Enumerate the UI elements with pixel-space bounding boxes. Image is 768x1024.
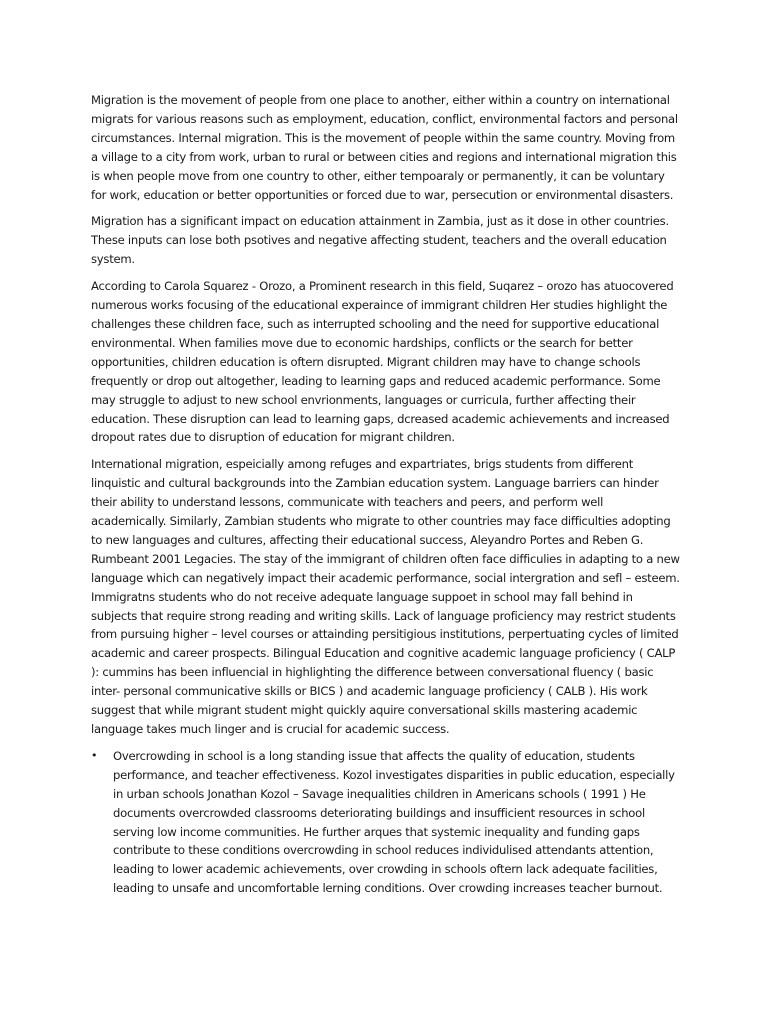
paragraph-suarez-orozco: According to Carola Squarez - Orozo, a Prominent research in this field, Suqarez – orozo has atuocovered numerous works focusing of the educational experaince of immigrant children Her studies highlight the challenges these children face, such as interrupted schooling and the need for supportive educational environmental. When families move due to economic hardships, conflicts or the search for better opportunities, children education is oftern disrupted. Migrant children may have to change schools frequently or drop out altogether, leading to learning gaps and reduced academic performance. Some may struggle to adjust to new school envrionments, languages or curricula, further affecting their education. These disruption can lead to learning gaps, dcreased academic achievements and increased dropout rates due to disruption of education for migrant children. <box>91 279 674 445</box>
bullet-text-overcrowding: Overcrowding in school is a long standing issue that affects the quality of education, students performance, and teacher effectiveness. Kozol investigates disparities in public education, especially in urban schools Jonathan Kozol – Savage inequalities children in Americans schools ( 1991 ) He documents overcrowded classrooms deteriorating buildings and insufficient resources in school serving low income communities. He further arques that systemic inequality and funding gaps contribute to these conditions overcrowding in school reduces individulised attendants attention, leading to lower academic achievements, over crowding in schools oftern lack adequate facilities, leading to unsafe and uncomfortable lerning conditions. Over crowding increases teacher burnout. <box>113 748 675 896</box>
paragraph-migration-impact: Migration has a significant impact on education attainment in Zambia, just as it dose in other countries. These inputs can lose both psotives and negative affecting student, teachers and the overall education system. <box>91 214 669 267</box>
paragraph-migration-definition: Migration is the movement of people from one place to another, either within a country on international migrats for various reasons such as employment, education, conflict, environmental factors and personal circumstances. Internal migration. This is the movement of people within the same country. Moving from a village to a city from work, urban to rural or between cities and regions and international migration this is when people move from one country to other, either tempoaraly or permanently, it can be voluntary for work, education or better opportunities or forced due to war, persecution or environmental disasters. <box>91 93 678 202</box>
bullet-icon: • <box>91 748 98 762</box>
document-page <box>91 91 680 898</box>
list-item <box>91 747 680 898</box>
paragraph-international-migration: International migration, espeicially among refuges and expartriates, brigs students from different linquistic and cultural backgrounds into the Zambian education system. Language barriers can hinder their ability to understand lessons, communicate with teachers and peers, and perform well academically. Similarly, Zambian students who migrate to other countries may face difficulties adopting to new languages and cultures, affecting their educational success, Aleyandro Portes and Reben G. Rumbeant 2001 Legacies. The stay of the immigrant of children often face difficulies in adapting to a new language which can negatively impact their academic performance, social intergration and sefl – esteem. Immigratns students who do not receive adequate language suppoet in school may fall behind in subjects that require strong reading and writing skills. Lack of language proficiency may restrict students from pursuing higher – level courses or attainding persitigious institutions, perpertuating cycles of limited academic and career prospects. Bilingual Education and cognitive academic language proficiency ( CALP ): cummins has been influencial in highlighting the difference between conversational fluency ( basic inter- personal communicative skills or BICS ) and academic language proficiency ( CALB ). His work suggest that while migrant student might quickly aquire conversational skills mastering academic language takes much linger and is crucial for academic success. <box>91 457 680 736</box>
bullet-list <box>91 747 680 898</box>
